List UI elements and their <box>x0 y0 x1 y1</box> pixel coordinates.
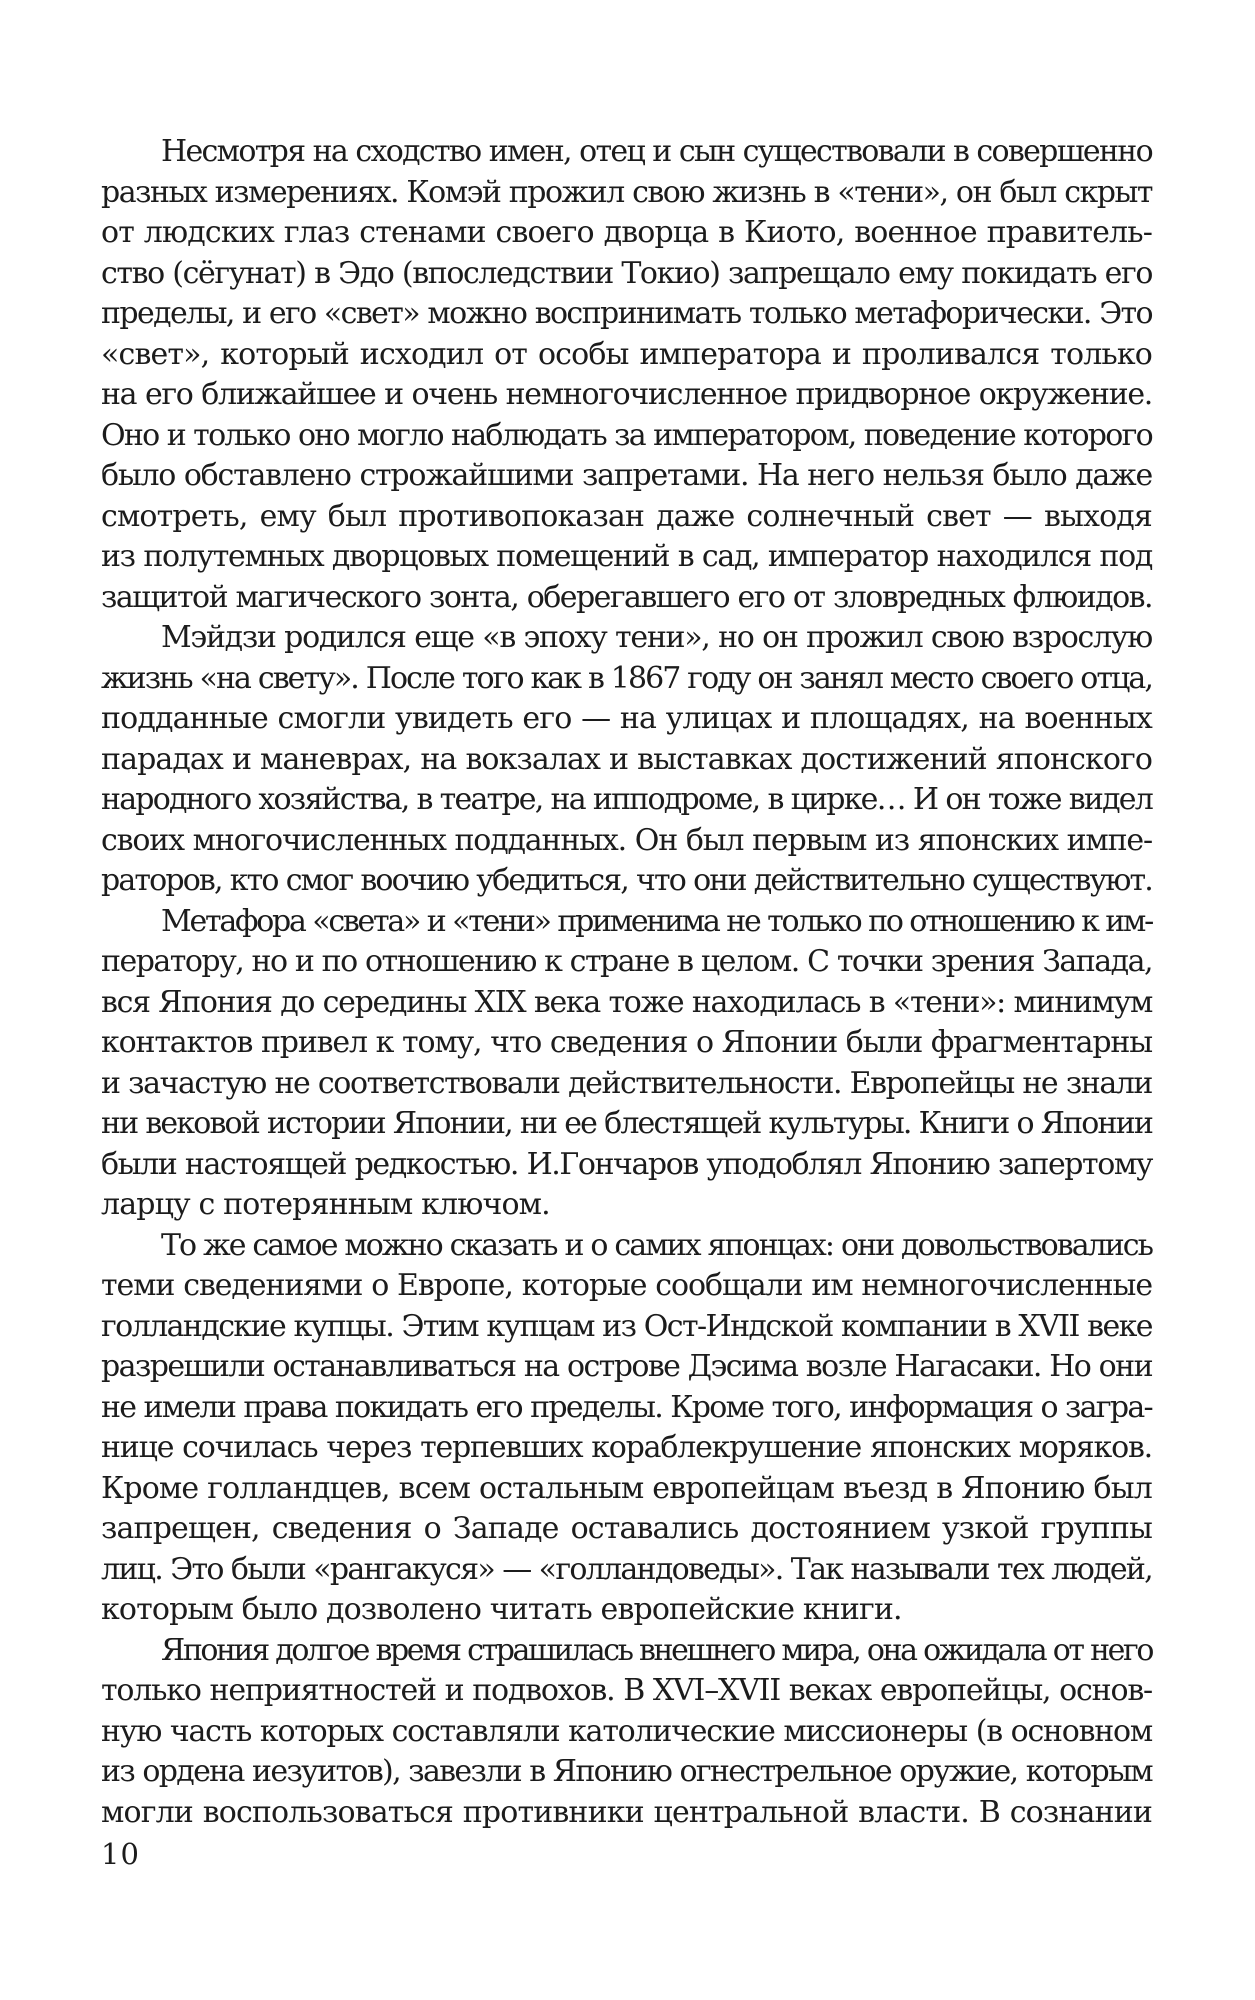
text-line: народного хозяйства, в театре, на ипподроме, в цирке… И он тоже видел <box>101 782 1152 817</box>
text-line: могли воспользоваться противники центральной власти. В сознании <box>101 1794 1152 1830</box>
text-line: лиц. Это были «рангакуся» — «голландоведы». Так называли тех людей, <box>101 1551 1152 1587</box>
text-line: ларцу с потерянным ключом. <box>101 1187 550 1222</box>
text-line: ни вековой истории Японии, ни ее блестящей культуры. Книги о Японии <box>101 1106 1152 1141</box>
text-line: из ордена иезуитов), завезли в Японию огнестрельное оружие, которым <box>101 1754 1152 1789</box>
text-line: разных измерениях. Комэй прожил свою жизнь в «тени», он был скрыт <box>101 174 1152 210</box>
text-line: Оно и только оно могло наблюдать за императором, поведение которого <box>101 417 1152 453</box>
text-line: на его ближайшее и очень немногочисленное придворное окружение. <box>101 377 1152 412</box>
page-number: 10 <box>101 1837 140 1871</box>
text-line: парадах и маневрах, на вокзалах и выставках достижений японского <box>101 741 1152 777</box>
text-line: жизнь «на свету». После того как в 1867 году он занял место своего отца, <box>101 660 1152 696</box>
text-line: Несмотря на сходство имен, отец и сын существовали в совершенно <box>161 134 1152 169</box>
text-line: которым было дозволено читать европейские книги. <box>101 1592 902 1627</box>
body-text <box>101 132 1152 1833</box>
text-line: и зачастую не соответствовали действительности. Европейцы не знали <box>101 1065 1152 1101</box>
text-line: защитой магического зонта, оберегавшего его от зловредных флюидов. <box>101 579 1152 615</box>
text-line: смотреть, ему был противопоказан даже солнечный свет — выходя <box>101 498 1152 534</box>
text-line: запрещен, сведения о Западе оставались достоянием узкой группы <box>101 1511 1152 1546</box>
text-line: из полутемных дворцовых помещений в сад, император находился под <box>101 539 1152 574</box>
text-line: было обставлено строжайшими запретами. На него нельзя было даже <box>101 458 1152 493</box>
text-line: нице сочилась через терпевших кораблекрушение японских моряков. <box>101 1430 1152 1465</box>
text-line: вся Япония до середины XIX века тоже находилась в «тени»: минимум <box>101 984 1152 1020</box>
text-line: от людских глаз стенами своего дворца в Киото, военное правитель- <box>101 215 1152 250</box>
text-line: теми сведениями о Европе, которые сообщали им немногочисленные <box>101 1268 1152 1303</box>
text-line: Метафора «света» и «тени» применима не только по отношению к им- <box>161 903 1152 939</box>
text-line: разрешили останавливаться на острове Дэсима возле Нагасаки. Но они <box>101 1349 1152 1384</box>
text-line: Япония долгое время страшилась внешнего мира, она ожидала от него <box>161 1632 1152 1668</box>
text-line: голландские купцы. Этим купцам из Ост-Индской компании в XVII веке <box>101 1308 1152 1344</box>
text-line: своих многочисленных подданных. Он был первым из японских импе- <box>101 822 1152 858</box>
text-line: были настоящей редкостью. И.Гончаров уподоблял Японию запертому <box>101 1146 1152 1182</box>
text-line: пределы, и его «свет» можно воспринимать только метафорически. Это <box>101 296 1152 331</box>
text-line: контактов привел к тому, что сведения о Японии были фрагментарны <box>101 1025 1152 1060</box>
text-line: не имели права покидать его пределы. Кроме того, информация о загра- <box>101 1389 1152 1425</box>
text-line: Кроме голландцев, всем остальным европейцам въезд в Японию был <box>101 1470 1152 1506</box>
text-line: подданные смогли увидеть его — на улицах и площадях, на военных <box>101 701 1152 736</box>
text-line: То же самое можно сказать и о самих японцах: они довольствовались <box>161 1227 1152 1263</box>
text-line: Мэйдзи родился еще «в эпоху тени», но он прожил свою взрослую <box>161 620 1152 655</box>
text-line: ство (сёгунат) в Эдо (впоследствии Токио) запрещало ему покидать его <box>101 255 1152 291</box>
text-line: раторов, кто смог воочию убедиться, что они действительно существуют. <box>101 863 1152 898</box>
text-line: ператору, но и по отношению к стране в целом. С точки зрения Запада, <box>101 944 1152 979</box>
text-line: только неприятностей и подвохов. В XVI–XVII веках европейцы, основ- <box>101 1673 1152 1708</box>
text-line: ную часть которых составляли католические миссионеры (в основном <box>101 1713 1152 1749</box>
text-line: «свет», который исходил от особы императора и проливался только <box>101 336 1152 372</box>
